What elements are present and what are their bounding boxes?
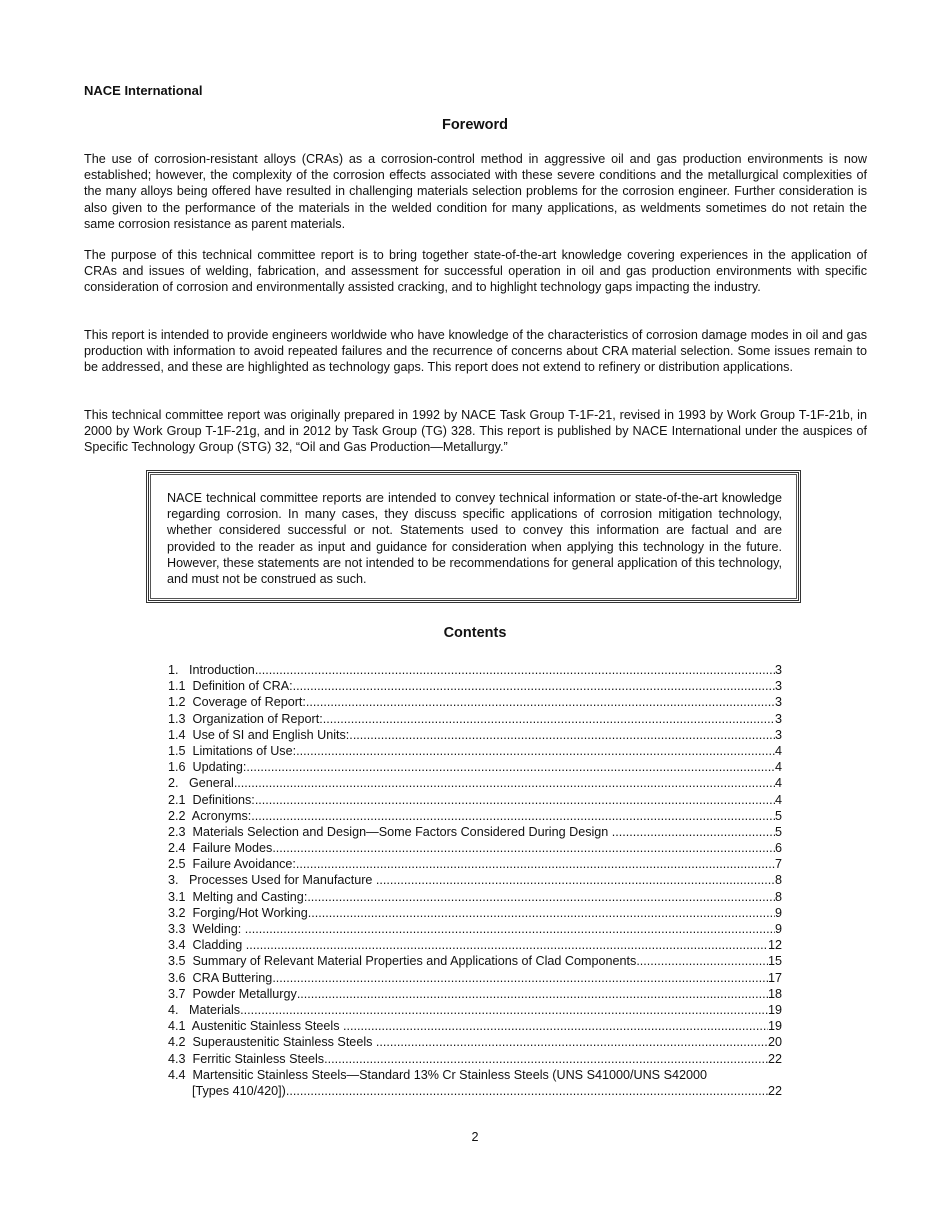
disclaimer-box [146,470,801,603]
table-of-contents [168,662,782,1099]
toc-dot-leader [296,856,775,872]
toc-entry-label: 1.3 Organization of Report:. [168,711,327,726]
toc-entry-multiline-second[interactable] [168,1083,782,1099]
toc-entry-page: 3 [774,727,782,742]
toc-entry-page: 5 [774,808,782,823]
toc-entry-label: 2. General [168,776,234,791]
toc-dot-leader [324,1051,768,1067]
toc-entry[interactable] [168,1002,782,1018]
toc-dot-leader [326,711,775,727]
toc-entry-label: 3.3 Welding: [168,922,245,936]
toc-dot-leader [308,905,775,921]
toc-entry-page: 17 [767,970,782,985]
toc-entry-page: 3 [774,695,782,710]
toc-entry-page: 4 [774,776,782,791]
toc-entry-label: 3.1 Melting and Casting: [168,889,308,904]
toc-entry-label: 1.1 Definition of CRA:. [168,679,297,694]
toc-entry[interactable] [168,1018,782,1034]
toc-entry-label: 2.5 Failure Avoidance: [168,857,296,872]
toc-entry[interactable] [168,872,782,888]
toc-entry-page: 4 [774,792,782,807]
toc-dot-leader [376,1034,768,1050]
toc-entry-label: 1.4 Use of SI and English Units:. [168,727,353,742]
toc-entry-page: 20 [767,1035,782,1050]
toc-dot-leader [296,678,775,694]
toc-entry-label: 2.1 Definitions: [168,792,255,807]
toc-entry-label: [Types 410/420]) [192,1083,286,1098]
toc-entry-multiline-first[interactable]: 4.4 Martensitic Stainless Steels—Standard 13% Cr Stainless Steels (UNS S41000/UNS S42000 [168,1067,707,1082]
toc-entry[interactable] [168,921,782,937]
toc-entry-page: 12 [767,938,782,953]
toc-entry[interactable] [168,743,782,759]
toc-entry[interactable] [168,792,782,808]
toc-entry-label: 4. Materials [168,1002,241,1017]
toc-entry[interactable] [168,889,782,905]
toc-entry-label: 3. Processes Used for Manufacture [168,873,376,888]
toc-dot-leader [240,1002,768,1018]
toc-entry-label: 1.6 Updating:. [168,760,250,775]
toc-entry[interactable] [168,662,782,678]
toc-entry-page: 9 [774,905,782,920]
toc-dot-leader [246,937,768,953]
toc-entry-label: 3.2 Forging/Hot Working [168,905,308,920]
toc-entry-page: 9 [774,922,782,936]
toc-dot-leader [636,953,768,969]
toc-dot-leader [255,662,775,678]
foreword-paragraph-4: This technical committee report was originally prepared in 1992 by NACE Task Group T-1F-21, revised in 1993 by Work Group T-1F-21b, in 2000 by Work Group T-1F-21g, and in 2012 by Task Group (TG) 328. This report is published by NACE International under the auspices of Specific Technology Group (STG) 32, “Oil and Gas Production—Metallurgy.” [84,408,867,455]
toc-entry[interactable] [168,970,782,986]
toc-dot-leader [307,889,775,905]
toc-entry[interactable] [168,678,782,694]
toc-dot-leader [250,759,775,775]
toc-entry-page: 4 [774,760,782,775]
toc-dot-leader [251,808,775,824]
toc-entry-page: 4 [774,743,782,758]
toc-dot-leader [272,970,768,986]
foreword-paragraph-2: The purpose of this technical committee report is to bring together state-of-the-art knowledge covering experiences in the application of CRAs and issues of welding, fabrication, and assessment for successful operation in oil and gas production environments with specific consideration of corrosion and environmentally assisted cracking, and to highlight technology gaps impacting the industry. [84,248,867,295]
toc-entry-label: 2.2 Acronyms: [168,808,252,823]
toc-entry-label: 3.6 CRA Buttering [168,970,273,985]
toc-entry[interactable] [168,953,782,969]
toc-dot-leader [376,872,775,888]
toc-entry[interactable] [168,905,782,921]
toc-entry-label: 4.1 Austenitic Stainless Steels [168,1019,344,1034]
toc-entry-label: 2.4 Failure Modes [168,841,273,856]
toc-entry[interactable] [168,711,782,727]
toc-entry-page: 6 [774,841,782,856]
toc-entry-page: 15 [767,954,782,969]
toc-entry-label: 1.5 Limitations of Use:. [168,743,300,758]
toc-entry[interactable] [168,986,782,1002]
toc-entry-label: 2.3 Materials Selection and Design—Some Factors Considered During Design [168,824,612,839]
toc-entry[interactable] [168,727,782,743]
toc-entry-page: 3 [774,711,782,726]
toc-entry[interactable] [168,775,782,791]
toc-entry[interactable] [168,759,782,775]
toc-entry-label: 3.5 Summary of Relevant Material Properties and Applications of Clad Components [168,954,637,969]
toc-entry-label: 4.2 Superaustenitic Stainless Steels [168,1035,376,1050]
toc-dot-leader [245,921,775,937]
toc-entry-page: 22 [767,1051,782,1066]
contents-heading: Contents [443,625,507,641]
toc-entry[interactable] [168,937,782,953]
toc-entry-page: 19 [767,1002,782,1017]
toc-dot-leader [612,824,775,840]
toc-entry-page: 3 [774,663,782,677]
toc-entry[interactable] [168,1051,782,1067]
toc-entry-label: 4.3 Ferritic Stainless Steels [168,1051,325,1066]
toc-entry-label: 1. Introduction [168,663,255,677]
toc-entry-page: 19 [767,1019,782,1034]
toc-dot-leader [255,792,775,808]
toc-entry[interactable] [168,856,782,872]
foreword-heading: Foreword [441,117,509,133]
toc-dot-leader [353,727,775,743]
toc-dot-leader [286,1083,768,1099]
toc-entry-page: 3 [774,679,782,694]
toc-entry[interactable] [168,840,782,856]
toc-dot-leader [272,840,775,856]
toc-entry-label: 3.7 Powder Metallurgy [168,986,297,1001]
toc-entry-page: 7 [774,857,782,872]
organization-name: NACE International [84,83,203,98]
toc-dot-leader [343,1018,768,1034]
toc-dot-leader [234,775,775,791]
toc-entry[interactable] [168,808,782,824]
toc-dot-leader [300,743,775,759]
foreword-paragraph-3: This report is intended to provide engineers worldwide who have knowledge of the characteristics of corrosion damage modes in oil and gas production with information to avoid repeated failures and the recurrence of concerns about CRA material selection. Some issues remain to be addressed, and these are highlighted as technology gaps. This report does not extend to refinery or distribution applications. [84,328,867,375]
disclaimer-text: NACE technical committee reports are intended to convey technical information or state-of-the-art knowledge regarding corrosion. In many cases, they discuss specific applications of corrosion mitigation technology, whether considered successful or not. Statements used to convey this information are factual and are provided to the reader as input and guidance for consideration when applying this technology in the future. However, these statements are not intended to be recommendations for general application of this technology, and must not be construed as such. [167,491,782,587]
page-number: 2 [471,1130,479,1144]
toc-entry[interactable] [168,824,782,840]
toc-entry-page: 18 [767,986,782,1001]
toc-entry-page: 22 [767,1083,782,1098]
toc-entry[interactable] [168,694,782,710]
toc-dot-leader [309,694,775,710]
foreword-paragraph-1: The use of corrosion-resistant alloys (CRAs) as a corrosion-control method in aggressive oil and gas production environments is now established; however, the complexity of the corrosion effects associated with these severe conditions and the metallurgical complexities of the many alloys being offered have resulted in challenging materials selection problems for the corrosion engineer. Further consideration is also given to the performance of the materials in the welded condition for many applications, as weldments sometimes do not retain the same corrosion resistance as parent materials. [84,152,867,231]
toc-entry-page: 8 [774,873,782,888]
toc-entry-page: 8 [774,889,782,904]
toc-entry[interactable] [168,1034,782,1050]
toc-entry-label: 1.2 Coverage of Report:. [168,695,310,710]
toc-dot-leader [297,986,768,1002]
toc-entry-page: 5 [774,824,782,839]
toc-entry-label: 3.4 Cladding [168,938,246,953]
